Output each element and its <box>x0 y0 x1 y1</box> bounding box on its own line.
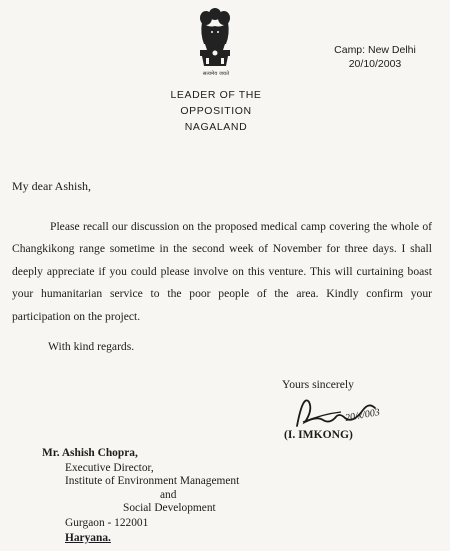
recipient-state: Haryana. <box>65 532 111 544</box>
letterhead-title <box>141 87 291 135</box>
emblem-motto: सत्यमेव जयते <box>202 71 230 77</box>
regards: With kind regards. <box>48 340 135 353</box>
signatory-name: (I. IMKONG) <box>284 428 353 441</box>
office-line-1: LEADER OF THE OPPOSITION <box>170 89 262 117</box>
recipient-title: Executive Director, <box>65 462 154 474</box>
recipient-city: Gurgaon - 122001 <box>65 517 149 529</box>
recipient-name: Mr. Ashish Chopra, <box>42 447 138 459</box>
letter-body: Please recall our discussion on the proposed medical camp covering the whole of Changkikong range sometime in the second week of November for three days. I shall deeply appreciate if you could please involve on this venture. This will curtaining boast your humanitarian service to the poor people of the area. Kindly confirm your participation on the project. <box>12 220 432 323</box>
office-line-2: NAGALAND <box>184 121 248 133</box>
recipient-org-line-2: and <box>160 489 177 501</box>
handwritten-signature <box>283 388 393 458</box>
letter-date: 20/10/2003 <box>348 58 402 70</box>
camp-location <box>300 43 450 71</box>
handwritten-date: 20/x/003 <box>344 407 381 424</box>
closing: Yours sincerely <box>282 378 354 391</box>
salutation: My dear Ashish, <box>12 179 91 193</box>
recipient-org-line-3: Social Development <box>123 502 216 514</box>
recipient-org-line-1: Institute of Environment Management <box>65 475 240 487</box>
camp-text: Camp: New Delhi <box>334 44 416 56</box>
